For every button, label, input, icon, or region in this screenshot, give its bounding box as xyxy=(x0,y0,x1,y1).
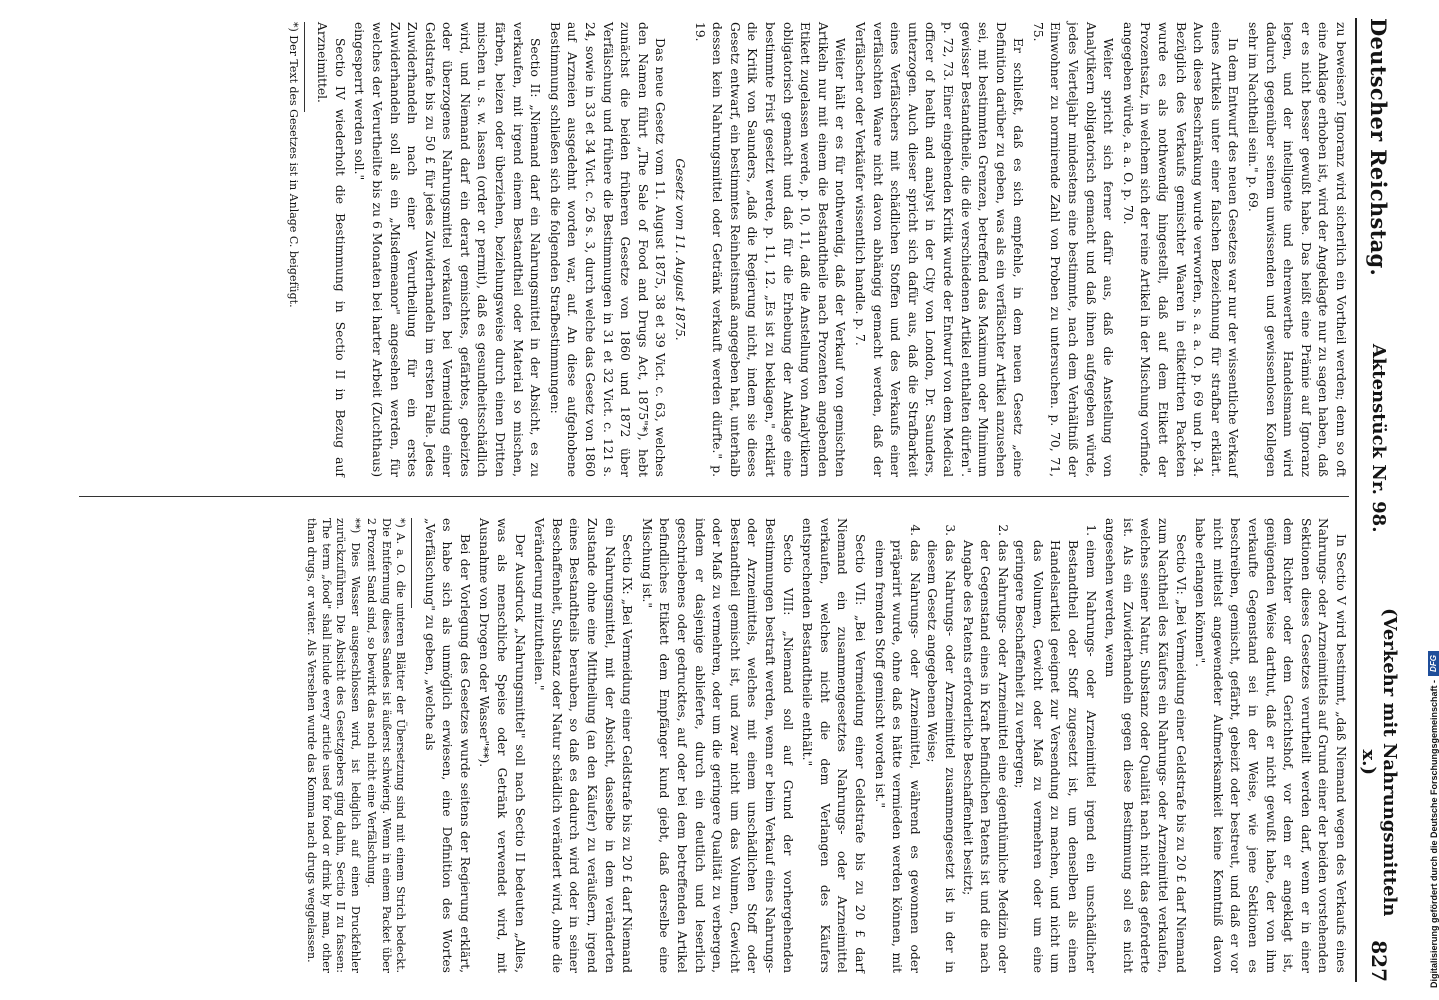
paragraph: Sectio VIII: „Niemand soll auf Grund der vorhergehenden Bestimmungen bestraft werden, wenn er beim Verkauf eines Nahrungs- oder Arzneimittels, welches mit einem unschädlichen Stoff oder Bestandtheil gemischt ist, und zwar nicht um das Volumen, Gewicht oder Maß zu vermehren, oder um die geringere Qualität zu verbergen, indem er dasjenige ablieferte, durch ein deutlich und leserlich geschriebenes oder gedrucktes, auf oder bei dem betreffenden Artikel befindliches Etikett dem Empfänger kund giebt, daß derselbe eine Mischung ist." xyxy=(639,518,795,973)
footnote: **) Dies Wasser ausgeschlossen wird, ist lediglich auf einen Druckfehler zurückzuführen. Die Absicht des Gesetzgebers ging dahin, Sectio II zu fassen: The term „food" shall include every article used for food or drink by man, other than drugs, or water. Als Versehen wurde das Komma nach drugs weggelassen. xyxy=(305,518,362,973)
document-number: Aktenstück Nr. 98. xyxy=(1368,343,1390,533)
credit-line xyxy=(1428,12,1439,988)
paragraph: zu beweisen? Ignoranz wird sicherlich ein Vortheil werden; denn so oft eine Anklage erhoben ist, wird der Angeklagte nur zu sagen haben, daß er es nicht besser gewußt habe. Das heißt eine Prämie auf Ignoranz legen, und der intelligente und ehrenwerthe Handelsmann wird dadurch gegenüber seinem unwissenden und gewissenlosen Kollegen sehr im Nachtheil sein." p. 69. xyxy=(1246,22,1348,477)
digitization-credit xyxy=(1416,12,1439,988)
footnote-divider xyxy=(411,518,412,608)
left-column xyxy=(283,22,1349,477)
paragraph: Sectio VI: „Bei Vermeidung einer Geldstrafe bis zu 20 £ darf Niemand zum Nachtheil des Käufers ein Nahrungs- oder Arzneimittel verkaufen, welches seiner Natur, Substanz oder Qualität nach nicht das geforderte ist. Als ein Zuwiderhandeln gegen diese Bestimmung soll es nicht angesehen werden, wenn xyxy=(1103,518,1188,973)
paragraph: Sectio VII: „Bei Vermeidung einer Geldstrafe bis zu 20 £ darf Niemand ein zusammengesetztes Nahrungs- oder Arzneimittel verkaufen, welches nicht die dem Verlangen des Käufers entsprechenden Bestandtheile enthält." xyxy=(800,518,867,973)
dfg-logo: DFG xyxy=(1428,651,1439,676)
paragraph: Der Ausdruck „Nahrungsmittel" soll nach Sectio II bedeuten „Alles, was als menschliche Speise oder Getränk verwendet wird, mit Ausnahme von Drogen oder Wasser"**). xyxy=(477,518,527,973)
paragraph: Er schließt, daß es sich empfehle, in dem neuen Gesetz „eine Definition darüber zu geben, was als ein verfälschter Artikel anzusehen sei, mit bestimmten Grenzen, betreffend das Maximum oder Minimum gewisser Bestandtheile, die die verschiedenen Artikel enthalten dürfen". p. 72, 73. Einer eingehenden Kritik wurde der Entwurf von dem Medical officer of health and analyst in der City von London, Dr. Saunders, unterzogen. Auch dieser spricht sich dafür aus, daß die Strafbarkeit eines Verfälschers mit schädlichen Stoffen und des Verkaufs einer verfälschten Waare nicht davon abhängig gemacht werden, daß der Verfälscher oder Verkäufer wissentlich handle. p. 7. xyxy=(852,22,1026,477)
paragraph: Sectio II: „Niemand darf ein Nahrungsmittel in der Absicht, es zu verkaufen, mit irgend einem Bestandtheil oder Material so mischen, färben, beizen oder überziehen, beziehungsweise durch einen Dritten mischen u. s. w. lassen (order or permit), daß es gesundheitsschädlich wird, und Niemand darf ein derart gemischtes, gefärbtes, gebeiztes oder überzogenes Nahrungsmittel verkaufen bei Vermeidung einer Geldstrafe bis zu 50 £ für jedes Zuwiderhandeln im ersten Falle. Jedes Zuwiderhandeln nach einer Verurtheilung für ein erstes Zuwiderhandeln soll als ein „Misdemeanor" angesehen werden, für welches der Verurtheilte bis zu 6 Monaten bei harter Arbeit (Zuchthaus) eingesperrt werden soll." xyxy=(352,22,543,477)
footnote: *) Der Text des Gesetzes ist in Anlage C. beigefügt. xyxy=(286,22,300,308)
list-item: 3. das Nahrungs- oder Arzneimittel zusammengesetzt ist in der in diesem Gesetz angegebenen Weise; xyxy=(923,540,958,973)
paragraph: Bei der Vorlegung des Gesetzes wurde seitens der Regierung erklärt, es habe sich als unmöglich erwiesen, eine Definition des Wortes „Verfälschung" zu geben, „welche als xyxy=(422,518,472,973)
paragraph: Weiter hält er es für nothwendig, daß der Verkauf von gemischten Artikeln nur mit einem die Bestandtheile nach Prozenten angebenden Etikett zugelassen werde, p. 10, 11, daß die Anstellung von Analytikern obligatorisch gemacht und daß für die Erhebung der Anklage eine bestimmte Frist gesetzt werde, p. 11, 12. „Es ist zu beklagen," erklärt die Kritik von Saunders, „daß die Regierung nicht, indem sie dieses Gesetz entwarf, ein bestimmtes Reinheitsmaß angegeben hat, unterhalb dessen kein Nahrungsmittel oder Getränk verkauft werden dürfte." p. 19. xyxy=(692,22,848,477)
paragraph: Sectio IV wiederholt die Bestimmung in Sectio II in Bezug auf Arzneimittel. xyxy=(315,22,347,477)
list-item: 1. einem Nahrungs- oder Arzneimittel irgend ein unschädlicher Bestandtheil oder Stoff zugesetzt ist, um denselben als einen Handelsartikel geeignet zur Versendung zu machen, und nicht um das Volumen, Gewicht oder Maß zu vermehren oder um eine geringere Beschaffenheit zu verbergen; xyxy=(1011,540,1099,973)
footnote-divider xyxy=(304,22,305,112)
paragraph: Das neue Gesetz vom 11. August 1875, 38 et 39 Vict. c. 63, welches den Namen führt „The Sale of Food and Drugs Act, 1875"*), hebt zunächst die beiden früheren Gesetze von 1860 und 1872 über Verfälschung und frühere die Bestimmungen in 31 et 32 Vict. c. 121 s. 24, sowie in 33 et 34 Vict. c. 26 s. 3, durch welche das Gesetz von 1860 auf Arzneien ausgedehnt worden war, auf. An diese aufgehobene Bestimmung schließen sich die folgenden Strafbestimmungen: xyxy=(547,22,668,477)
footnote: *) A. a. O. die unteren Blätter der Übersetzung sind mit einem Strich bedeckt. Die Entfernung dieses Sandes ist äußerst schwierig. Wenn in einem Packet über 2 Prozent Sand sind, so bewirkt das noch nicht eine Verfälschung. xyxy=(365,518,408,973)
section-heading: Gesetz vom 11. August 1875. xyxy=(673,158,688,341)
section-title: (Verkehr mit Nahrungsmitteln x.) xyxy=(1358,607,1400,917)
list-item: 4. das Nahrungs- oder Arzneimittel, während es gewonnen oder präparirt wurde, ohne daß es hätte vermieden werden können, mit einem fremden Stoff gemischt worden ist." xyxy=(870,540,923,973)
page-header xyxy=(1355,18,1401,982)
right-column xyxy=(302,518,1349,973)
page-number: 827 xyxy=(1367,940,1391,982)
paragraph: In dem Entwurf des neuen Gesetzes war nur der wissentliche Verkauf eines Artikels unter einer falschen Bezeichnung für strafbar erklärt. Auch diese Beschränkung wurde verworfen, s. a. a. O. p. 69 und p. 34. Bezüglich des Verkaufs gemischter Waaren in etikettirten Packeten wurde es als nothwendig hingestellt, daß auf dem Etikett der Prozentsatz, in welchem sich der reine Artikel in der Mischung vorfinde, angegeben würde, a. a. O. p. 70. xyxy=(1120,22,1241,477)
column-divider xyxy=(79,496,1349,497)
publication-title: Deutscher Reichstag. xyxy=(1366,18,1392,277)
paragraph: In Sectio V wird bestimmt, „daß Niemand wegen des Verkaufs eines Nahrungs- oder Arzneimittels auf Grund einer der beiden vorstehenden Sektionen dieses Gesetzes verurtheilt werden darf, wenn er in einer dem Richter oder dem Gerichtshof, vor dem er angeklagt ist, genügenden Weise darthut, daß er nicht gewußt habe, der von ihm verkaufte Gegenstand sei in der Weise, wie jene Sektionen es beschreiben, gemischt, gefärbt, gebeizt oder bestreut, und daß er vor nicht mittelst angewendeter Aufmerksamkeit keine Kenntniß davon habe erlangen können". xyxy=(1193,518,1348,973)
conditions-list xyxy=(870,518,1099,973)
list-item: 2. das Nahrungs- oder Arzneimittel eine eigenthümliche Medizin oder der Gegenstand eines in Kraft befindlichen Patents ist und die nach Angabe des Patents erforderliche Beschaffenheit besitzt; xyxy=(958,540,1011,973)
paragraph: Sectio IX: „Bei Vermeidung einer Geldstrafe bis zu 20 £ darf Niemand ein Nahrungsmittel, mit der Absicht, dasselbe in dem veränderten Zustande ohne eine Mittheilung (an den Käufer) zu veräußern, irgend eines Bestandtheils berauben, so daß es dadurch wird oder in seiner Beschaffenheit, Substanz oder Natur schädlich verändert wird, ohne die Veränderung mitzutheilen." xyxy=(532,518,635,973)
credit-text: Digitalisierung gefördert durch die Deutsche Forschungsgemeinschaft - xyxy=(1428,679,1439,988)
paragraph: Weiter spricht sich ferner dafür aus, daß die Anstellung von Analytikern obligatorisch gemacht und daß ihnen aufgegeben würde, jedes Vierteljahr mindestens eine bestimmte, nach dem Verhältniß der Einwohner zu normirende Zahl von Proben zu untersuchen. p. 70, 71, 75. xyxy=(1030,22,1116,477)
